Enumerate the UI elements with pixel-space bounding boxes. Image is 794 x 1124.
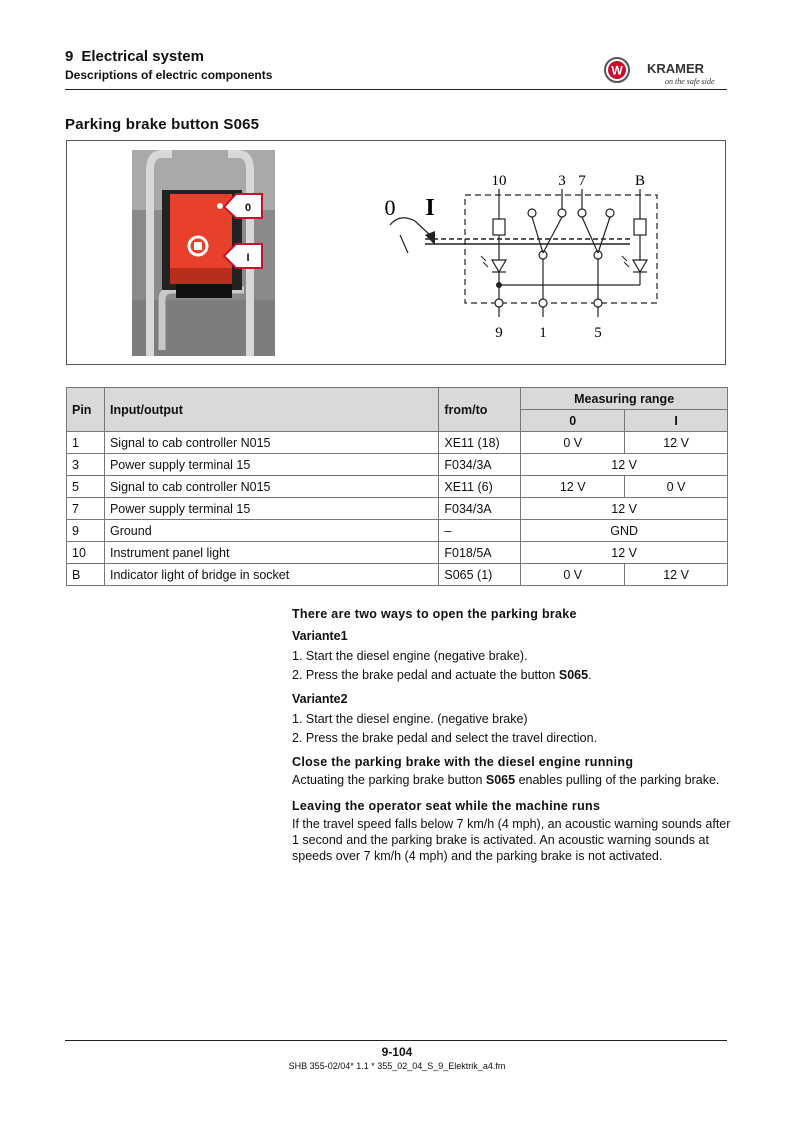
close-heading: Close the parking brake with the diesel engine running xyxy=(292,755,634,769)
cell-io: Instrument panel light xyxy=(104,542,438,564)
switch-schematic xyxy=(370,165,670,345)
cell-fromto: – xyxy=(439,520,521,542)
list-item xyxy=(292,667,732,683)
cell-fromto: XE11 (6) xyxy=(439,476,521,498)
cell-v0: 0 V xyxy=(521,564,625,586)
variant2-heading: Variante2 xyxy=(292,692,348,706)
cell-v0: 12 V xyxy=(521,476,625,498)
cell-pin: 3 xyxy=(67,454,105,476)
intro-heading: There are two ways to open the parking brake xyxy=(292,607,577,621)
schematic-label-B: B xyxy=(634,173,646,189)
cell-io: Power supply terminal 15 xyxy=(104,454,438,476)
cell-value: 12 V xyxy=(521,498,728,520)
cell-pin: 10 xyxy=(67,542,105,564)
page-subtitle: Descriptions of electric components xyxy=(65,68,273,82)
step-text: 2. Press the brake pedal and actuate the button xyxy=(292,668,559,682)
variant2-steps xyxy=(292,711,732,746)
page-number: 9-104 xyxy=(381,1045,413,1059)
close-text-b: enables pulling of the parking brake. xyxy=(515,773,720,787)
cell-pin: 7 xyxy=(67,498,105,520)
cell-io: Indicator light of bridge in socket xyxy=(104,564,438,586)
cell-v0: 0 V xyxy=(521,432,625,454)
instructions xyxy=(292,606,732,874)
cell-pin: B xyxy=(67,564,105,586)
cell-pin: 9 xyxy=(67,520,105,542)
header-rule xyxy=(65,89,727,90)
cell-vI: 12 V xyxy=(625,432,728,454)
chapter-number: 9 xyxy=(65,48,74,65)
table-row xyxy=(67,542,728,564)
leave-heading: Leaving the operator seat while the machine runs xyxy=(292,799,601,813)
table-row xyxy=(67,520,728,542)
callout-position-0: 0 xyxy=(244,202,252,214)
list-item: 1. Start the diesel engine. (negative brake) xyxy=(292,712,528,726)
cell-io: Signal to cab controller N015 xyxy=(104,476,438,498)
cell-vI: 12 V xyxy=(625,564,728,586)
cell-fromto: F034/3A xyxy=(439,454,521,476)
section-title: Parking brake button S065 xyxy=(65,116,260,133)
cell-value: 12 V xyxy=(521,542,728,564)
schematic-label-5: 5 xyxy=(594,325,602,341)
header-input-output: Input/output xyxy=(104,388,438,432)
callout-position-I: I xyxy=(246,252,250,264)
cell-value: 12 V xyxy=(521,454,728,476)
cell-pin: 1 xyxy=(67,432,105,454)
table-header-row xyxy=(67,388,728,410)
cell-value: GND xyxy=(521,520,728,542)
table-row xyxy=(67,454,728,476)
header-range-0: 0 xyxy=(521,410,625,432)
parking-brake-button-photo xyxy=(132,150,275,356)
schematic-label-1: 1 xyxy=(539,325,547,341)
doc-reference: SHB 355-02/04* 1.1 * 355_02_04_S_9_Elektrik_a4.fm xyxy=(288,1061,506,1071)
button-code: S065 xyxy=(485,773,516,787)
cell-io: Ground xyxy=(104,520,438,542)
header-measuring-range: Measuring range xyxy=(521,388,728,410)
schematic-label-3: 3 xyxy=(558,173,566,189)
schematic-label-10: 10 xyxy=(491,173,507,189)
header-pin: Pin xyxy=(67,388,105,432)
chapter-title: Electrical system xyxy=(81,48,204,65)
schematic-label-7: 7 xyxy=(578,173,586,189)
step-end: . xyxy=(588,668,592,682)
cell-vI: 0 V xyxy=(625,476,728,498)
kramer-logo xyxy=(603,56,729,88)
brand-tagline: on the safe side xyxy=(665,77,715,86)
list-item: 1. Start the diesel engine (negative brake). xyxy=(292,649,528,663)
cell-io: Signal to cab controller N015 xyxy=(104,432,438,454)
pin-table xyxy=(66,387,728,586)
table-row xyxy=(67,432,728,454)
header-from-to: from/to xyxy=(439,388,521,432)
cell-pin: 5 xyxy=(67,476,105,498)
table-row xyxy=(67,498,728,520)
schematic-switch-0: 0 xyxy=(384,195,396,220)
cell-fromto: F034/3A xyxy=(439,498,521,520)
cell-fromto: S065 (1) xyxy=(439,564,521,586)
logo-letter: W xyxy=(611,63,623,78)
leave-paragraph: If the travel speed falls below 7 km/h (4 mph), an acoustic warning sounds after 1 second and the parking brake is activated. An acoustic warning sounds at speeds over 7 km/h (4 mph) and the parking brake is not activated. xyxy=(292,817,731,863)
table-row xyxy=(67,476,728,498)
schematic-label-9: 9 xyxy=(495,325,503,341)
cell-fromto: XE11 (18) xyxy=(439,432,521,454)
brand-name: KRAMER xyxy=(647,61,705,76)
button-code: S065 xyxy=(558,668,589,682)
variant1-steps xyxy=(292,648,732,683)
cell-fromto: F018/5A xyxy=(439,542,521,564)
table-row xyxy=(67,564,728,586)
close-paragraph xyxy=(292,772,732,788)
close-text-a: Actuating the parking brake button xyxy=(292,773,486,787)
list-item: 2. Press the brake pedal and select the travel direction. xyxy=(292,731,598,745)
schematic-switch-I: I xyxy=(425,195,435,221)
footer-rule xyxy=(65,1040,727,1041)
variant1-heading: Variante1 xyxy=(292,629,348,643)
chapter-heading xyxy=(65,48,212,65)
header-range-I: I xyxy=(625,410,728,432)
cell-io: Power supply terminal 15 xyxy=(104,498,438,520)
